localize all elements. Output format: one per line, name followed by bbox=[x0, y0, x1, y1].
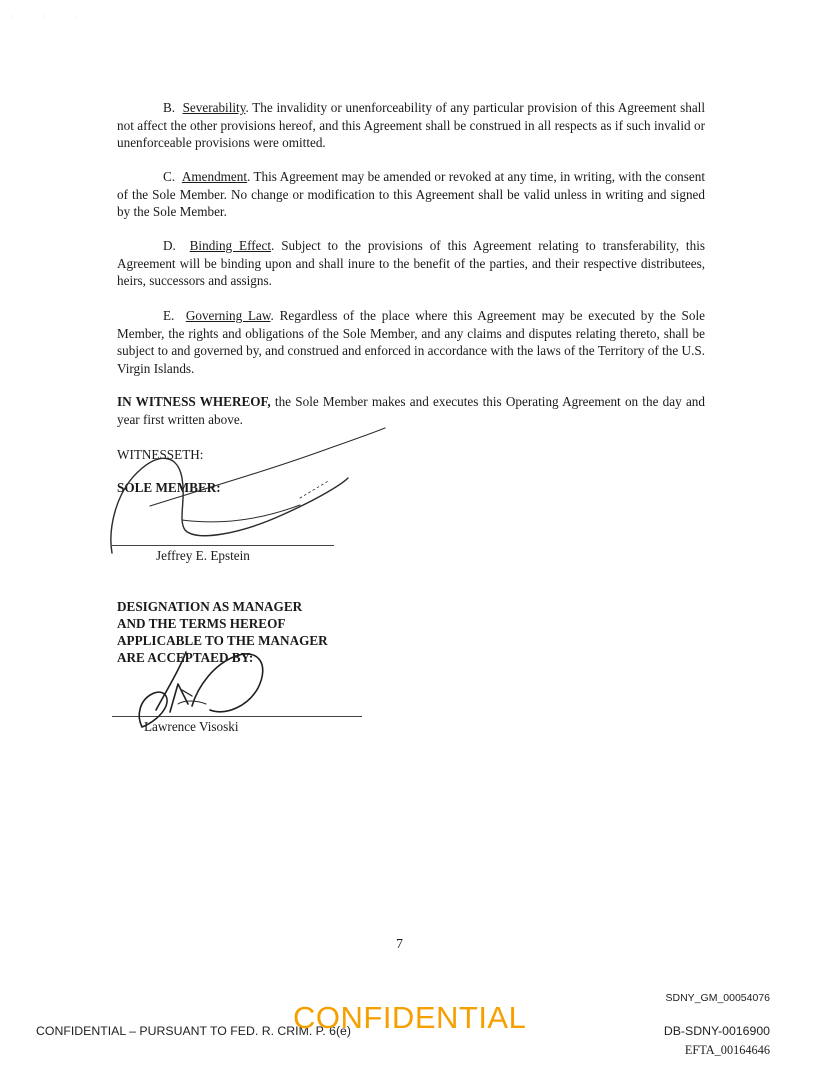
section-text: . The invalidity or unenforceability of any particular provision of this Agreement shall not affect the other provisions hereof, and this Agreement shall be construed in all respects as if such invalid or unenforceable provisions were omitted. bbox=[117, 100, 705, 150]
sole-member-name: Jeffrey E. Epstein bbox=[156, 548, 250, 563]
section-text: . Regardless of the place where this Agreement may be executed by the Sole Member, the rights and obligations of the Sole Member, and any claims and disputes relating thereto, shall be subject to and governed by, and construed and enforced in accordance with the laws of the Territory of the U.S. Virgin Islands. bbox=[117, 308, 706, 376]
designation-line: APPLICABLE TO THE MANAGER bbox=[117, 633, 328, 648]
witness-clause bbox=[117, 393, 705, 428]
section-heading: Severability bbox=[182, 100, 246, 115]
page-number: 7 bbox=[396, 937, 403, 952]
section-governing-law bbox=[117, 307, 705, 377]
designation-line: ARE ACCEPTAED BY: bbox=[117, 650, 254, 665]
witnesseth-label: WITNESSETH: bbox=[117, 447, 204, 462]
designation-line: AND THE TERMS HEREOF bbox=[117, 616, 286, 631]
witness-text: the Sole Member makes and executes this Operating Agreement on the day and year first written above. bbox=[117, 394, 705, 427]
section-text: . This Agreement may be amended or revoked at any time, in writing, with the consent of the Sole Member. No change or modification to this Agreement shall be valid unless in writing and signed by the Sole Member. bbox=[117, 169, 705, 219]
sole-member-label: SOLE MEMBER: bbox=[117, 480, 221, 495]
section-letter: E. bbox=[163, 308, 175, 323]
section-amendment bbox=[117, 168, 705, 221]
bates-number-gm: SDNY_GM_00054076 bbox=[665, 992, 770, 1004]
section-text: . Subject to the provisions of this Agreement relating to transferability, this Agreement will be binding upon and shall inure to the benefit of the parties, and their respective distributees, heirs, successors and assigns. bbox=[117, 238, 705, 288]
section-binding-effect bbox=[117, 237, 705, 290]
designation-line: DESIGNATION AS MANAGER bbox=[117, 599, 303, 614]
bates-number-efta: EFTA_00164646 bbox=[684, 1043, 770, 1057]
section-letter: C. bbox=[163, 169, 176, 184]
section-letter: B. bbox=[163, 100, 176, 115]
section-heading: Amendment bbox=[181, 169, 248, 184]
manager-signature-line bbox=[112, 716, 362, 717]
manager-name: Lawrence Visoski bbox=[144, 719, 239, 734]
designation-block bbox=[117, 598, 328, 666]
section-heading: Binding Effect bbox=[189, 238, 272, 253]
witness-lead: IN WITNESS WHEREOF, bbox=[117, 394, 271, 409]
bates-number-db: DB-SDNY-0016900 bbox=[663, 1024, 770, 1038]
section-severability bbox=[117, 99, 705, 152]
section-heading: Governing Law bbox=[185, 308, 271, 323]
section-letter: D. bbox=[163, 238, 176, 253]
confidential-notice: CONFIDENTIAL – PURSUANT TO FED. R. CRIM. P. 6(e) bbox=[36, 1024, 351, 1038]
sole-member-signature-line bbox=[112, 545, 334, 546]
confidential-stamp: CONFIDENTIAL bbox=[293, 1000, 527, 1035]
scan-artifact: · · · bbox=[10, 12, 92, 21]
